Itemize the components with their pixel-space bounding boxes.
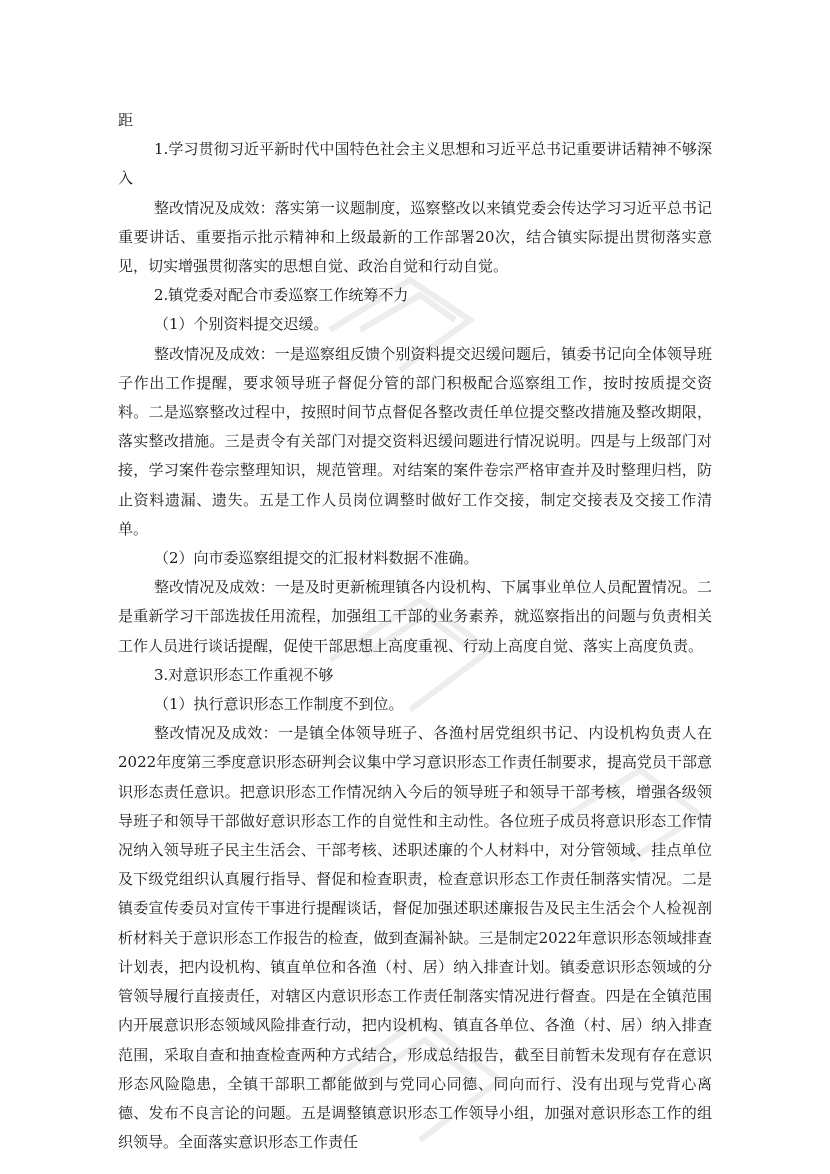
- paragraph-rectification-2-2: 整改情况及成效：一是及时更新梳理镇各内设机构、下属事业单位人员配置情况。二是重新学习干部选拔任用流程，加强组工干部的业务素养，就巡察指出的问题与负责相关工作人员进行谈话提醒，促使干部思想上高度重视、行动上高度自觉、落实上高度负责。: [118, 578, 712, 655]
- paragraph-fragment: 距: [118, 111, 134, 129]
- paragraph-rectification-3-1: 整改情况及成效：一是镇全体领导班子、各渔村居党组织书记、内设机构负责人在2022年度第三季度意识形态研判会议集中学习意识形态工作责任制要求，提高党员干部意识形态责任意识。把意识形态工作情况纳入今后的领导班子和领导干部考核，增强各级领导班子和领导干部做好意识形态工作的自觉性和主动性。各位班子成员将意识形态工作情况纳入领导班子民主生活会、干部考核、述职述廉的个人材料中，对分管领域、挂点单位及下级党组织认真履行指导、督促和检查职责，检查意识形态工作责任制落实情况。二是镇委宣传委员对宣传干事进行提醒谈话，督促加强述职述廉报告及民主生活会个人检视剖析材料关于意识形态工作报告的检查，做到查漏补缺。三是制定2022年意识形态领域排查计划表，把内设机构、镇直单位和各渔（村、居）纳入排查计划。镇委意识形态领域的分管领导履行直接责任，对辖区内意识形态工作责任制落实情况进行督查。四是在全镇范围内开展意识形态领域风险排查行动，把内设机构、镇直各单位、各渔（村、居）纳入排查范围，采取自查和抽查检查两种方式结合，形成总结报告，截至目前暂未发现有存在意识形态风险隐患，全镇干部职工都能做到与党同心同德、同向而行、没有出现与党背心离德、发布不良言论的问题。五是调整镇意识形态工作领导小组，加强对意识形态工作的组织领导。全面落实意识形态工作责任: [118, 724, 712, 1152]
- document-body: [118, 106, 712, 1157]
- section-heading-3: 3.对意识形态工作重视不够: [154, 665, 334, 684]
- section-heading-1: 1.学习贯彻习近平新时代中国特色社会主义思想和习近平总书记重要讲话精神不够深入: [118, 140, 712, 188]
- section-heading-2: 2.镇党委对配合市委巡察工作统筹不力: [154, 286, 409, 305]
- subheading-2-1: （1）个别资料提交迟缓。: [154, 315, 329, 334]
- paragraph-rectification-2-1: 整改情况及成效：一是巡察组反馈个别资料提交迟缓问题后，镇委书记向全体领导班子作出工作提醒，要求领导班子督促分管的部门积极配合巡察组工作，按时按质提交资料。二是巡察整改过程中，按照时间节点督促各整改责任单位提交整改措施及整改期限，落实整改措施。三是责令有关部门对提交资料迟缓问题进行情况说明。四是与上级部门对接，学习案件卷宗整理知识，规范管理。对结案的案件卷宗严格审查并及时整理归档，防止资料遗漏、遗失。五是工作人员岗位调整时做好工作交接，制定交接表及交接工作清单。: [118, 344, 712, 538]
- subheading-2-2: （2）向市委巡察组提交的汇报材料数据不准确。: [154, 549, 479, 568]
- subheading-3-1: （1）执行意识形态工作制度不到位。: [154, 695, 404, 714]
- paragraph-rectification-1: 整改情况及成效：落实第一议题制度，巡察整改以来镇党委会传达学习习近平总书记重要讲话、重要指示批示精神和上级最新的工作部署20次，结合镇实际提出贯彻落实意见，切实增强贯彻落实的思想自觉、政治自觉和行动自觉。: [118, 198, 712, 276]
